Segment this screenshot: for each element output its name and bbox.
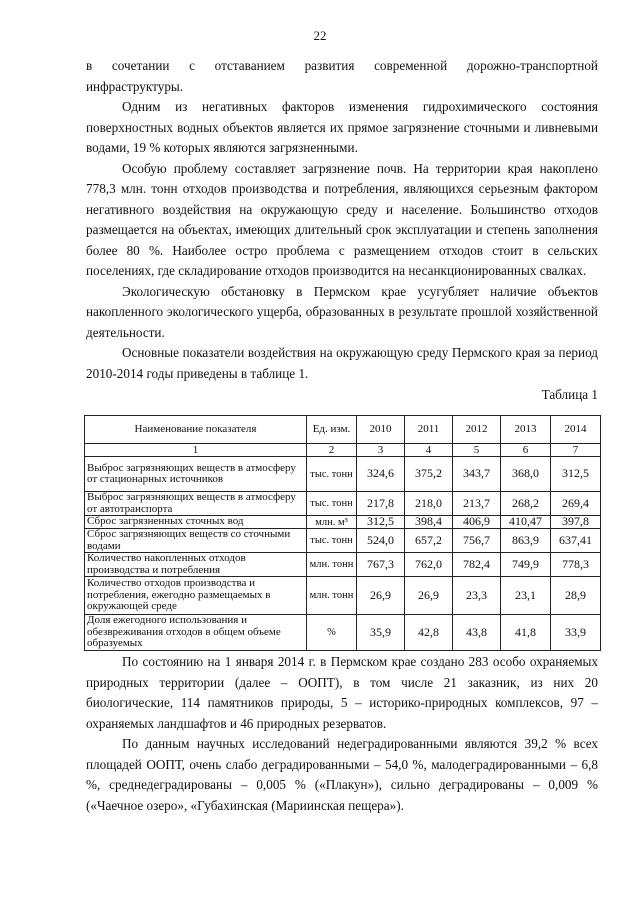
value-cell: 343,7 (453, 457, 501, 492)
row-name: Доля ежегодного использования и обезвреживания отходов в общем объеме образуемых (85, 615, 307, 651)
value-cell: 26,9 (357, 577, 405, 615)
table-index-row (85, 444, 601, 457)
value-cell: 41,8 (501, 615, 551, 651)
value-cell: 657,2 (405, 529, 453, 553)
value-cell: 637,41 (551, 529, 601, 553)
value-cell: 398,4 (405, 516, 453, 529)
value-cell: 397,8 (551, 516, 601, 529)
row-unit: млн. м³ (307, 516, 357, 529)
header-unit: Ед. изм. (307, 416, 357, 444)
value-cell: 782,4 (453, 553, 501, 577)
value-cell: 218,0 (405, 492, 453, 516)
paragraph: Экологическую обстановку в Пермском крае усугубляет наличие объектов накопленного экологического ущерба, образованных в результате прошлой хозяйственной деятельности. (86, 283, 598, 340)
header-name: Наименование показателя (85, 416, 307, 444)
index-cell: 4 (405, 444, 453, 457)
value-cell: 23,3 (453, 577, 501, 615)
paragraph: По данным научных исследований недеградированными являются 39,2 % всех площадей ООПТ, очень слабо деградированными – 54,0 %, малодеградированными – 6,8 %, среднедеградированы – 0,005 % («Плакун»), сильно деградированы – 0,009 % («Чаечное озеро», «Губахинская (Мариинская пещера»). (86, 736, 598, 813)
value-cell: 28,9 (551, 577, 601, 615)
table-row (85, 553, 601, 577)
paragraph: в сочетании с отставанием развития современной дорожно-транспортной инфраструктуры. (86, 58, 598, 94)
value-cell: 324,6 (357, 457, 405, 492)
value-cell: 33,9 (551, 615, 601, 651)
row-name: Выброс загрязняющих веществ в атмосферу от автотранспорта (85, 492, 307, 516)
text-block-top (86, 56, 598, 384)
value-cell: 213,7 (453, 492, 501, 516)
header-year: 2011 (405, 416, 453, 444)
table-row (85, 516, 601, 529)
paragraph: Особую проблему составляет загрязнение почв. На территории края накоплено 778,3 млн. тонн отходов производства и потребления, являющихся серьезным фактором негативного воздействия на окружающую среду и население. Большинство отходов размещается на объектах, имеющих длительный срок эксплуатации и степень заполнения более 80 %. Наиболее остро проблема с размещением отходов стоит в сельских поселениях, где складирование отходов производится на несанкционированных свалках. (86, 160, 598, 278)
value-cell: 863,9 (501, 529, 551, 553)
value-cell: 312,5 (551, 457, 601, 492)
row-name: Выброс загрязняющих веществ в атмосферу от стационарных источников (85, 457, 307, 492)
indicators-table (84, 415, 601, 651)
table-row (85, 577, 601, 615)
index-cell: 7 (551, 444, 601, 457)
table-row (85, 529, 601, 553)
value-cell: 767,3 (357, 553, 405, 577)
row-name: Количество отходов производства и потребления, ежегодно размещаемых в окружающей среде (85, 577, 307, 615)
row-unit: тыс. тонн (307, 457, 357, 492)
value-cell: 23,1 (501, 577, 551, 615)
value-cell: 756,7 (453, 529, 501, 553)
page-number: 22 (313, 28, 327, 43)
table-caption: Таблица 1 (541, 387, 598, 402)
value-cell: 217,8 (357, 492, 405, 516)
header-year: 2013 (501, 416, 551, 444)
index-cell: 3 (357, 444, 405, 457)
value-cell: 35,9 (357, 615, 405, 651)
table-row (85, 615, 601, 651)
value-cell: 269,4 (551, 492, 601, 516)
value-cell: 43,8 (453, 615, 501, 651)
row-unit: млн. тонн (307, 553, 357, 577)
value-cell: 762,0 (405, 553, 453, 577)
paragraph: Одним из негативных факторов изменения гидрохимического состояния поверхностных водных объектов является их прямое загрязнение сточными и ливневыми водами, 19 % которых являются загрязненными. (86, 99, 598, 155)
value-cell: 26,9 (405, 577, 453, 615)
table-header-row (85, 416, 601, 444)
row-unit: тыс. тонн (307, 529, 357, 553)
index-cell: 6 (501, 444, 551, 457)
value-cell: 375,2 (405, 457, 453, 492)
table-row (85, 457, 601, 492)
text-block-bottom (86, 652, 598, 816)
value-cell: 268,2 (501, 492, 551, 516)
value-cell: 42,8 (405, 615, 453, 651)
row-name: Количество накопленных отходов производства и потребления (85, 553, 307, 577)
row-name: Сброс загрязненных сточных вод (85, 516, 307, 529)
row-name: Сброс загрязняющих веществ со сточными водами (85, 529, 307, 553)
row-unit: тыс. тонн (307, 492, 357, 516)
row-unit: млн. тонн (307, 577, 357, 615)
value-cell: 312,5 (357, 516, 405, 529)
header-year: 2012 (453, 416, 501, 444)
value-cell: 524,0 (357, 529, 405, 553)
table-row (85, 492, 601, 516)
row-unit: % (307, 615, 357, 651)
index-cell: 5 (453, 444, 501, 457)
header-year: 2014 (551, 416, 601, 444)
value-cell: 406,9 (453, 516, 501, 529)
paragraph: Основные показатели воздействия на окружающую среду Пермского края за период 2010-2014 годы приведены в таблице 1. (86, 345, 598, 381)
header-year: 2010 (357, 416, 405, 444)
value-cell: 778,3 (551, 553, 601, 577)
value-cell: 749,9 (501, 553, 551, 577)
paragraph: По состоянию на 1 января 2014 г. в Пермском крае создано 283 особо охраняемых природных территории (далее – ООПТ), в том числе 21 заказник, из них 20 биологические, 114 памятников природы, 5 – историко-природных комплексов, 97 – охраняемых ландшафтов и 46 природных резерватов. (86, 654, 598, 731)
value-cell: 368,0 (501, 457, 551, 492)
index-cell: 1 (85, 444, 307, 457)
value-cell: 410,47 (501, 516, 551, 529)
index-cell: 2 (307, 444, 357, 457)
